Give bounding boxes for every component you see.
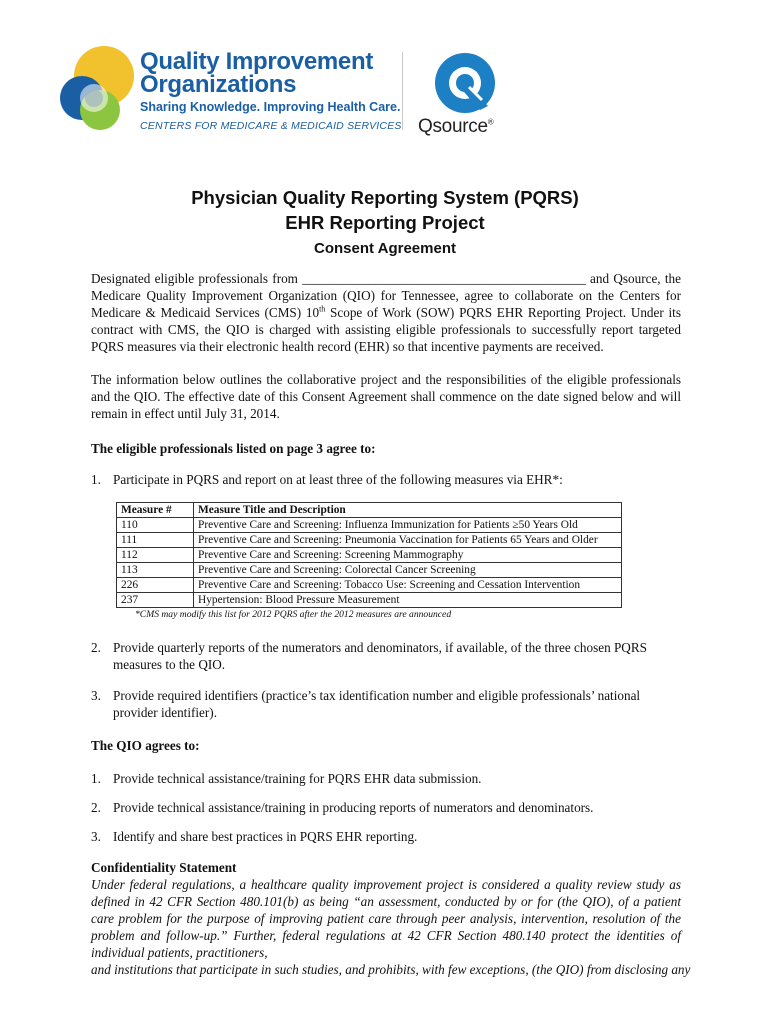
table-cell: Hypertension: Blood Pressure Measurement [194, 593, 622, 608]
intro-text-b: Scope of Work (SOW) PQRS EHR Reporting Project. Under its contract with CMS, the QIO is charged with assisting eligible professionals to successfully report targeted PQRS measures via their electronic health record (EHR) so that incentive payments are received. [91, 305, 681, 354]
letterhead [0, 0, 770, 150]
intro-text-a: Designated eligible professionals from ___________________________________________ and Qsource, the Medicare Quality Improvement Organization (QIO) for Tennessee, agree to collaborate on the Centers for Medicare & Medicaid Services (CMS) 10 [91, 271, 681, 320]
qio-wordmark [140, 50, 402, 132]
table-cell: 226 [117, 578, 194, 593]
list-text: Provide technical assistance/training in producing reports of numerators and denominators. [113, 800, 594, 815]
list-text: Provide quarterly reports of the numerators and denominators, if available, of the three chosen PQRS measures to the QIO. [113, 640, 647, 672]
registered-mark: ® [487, 117, 494, 127]
table-row [117, 578, 622, 593]
logo-divider [402, 52, 403, 130]
qio-title-line1: Quality Improvement [140, 48, 374, 75]
list-number: 2. [91, 640, 101, 655]
table-cell: 110 [117, 518, 194, 533]
list-text: Provide technical assistance/training for PQRS EHR data submission. [113, 771, 482, 786]
confidentiality-heading: Confidentiality Statement [91, 860, 237, 875]
table-cell: Preventive Care and Screening: Influenza Immunization for Patients ≥50 Years Old [194, 518, 622, 533]
ep-list-item [91, 471, 681, 488]
intro-superscript: th [319, 304, 326, 314]
table-cell: 112 [117, 548, 194, 563]
document-titles [0, 186, 770, 260]
qio-tagline: Sharing Knowledge. Improving Health Care. [140, 100, 401, 114]
table-row [117, 533, 622, 548]
table-row [117, 563, 622, 578]
list-number: 3. [91, 829, 101, 844]
qsource-wordmark [418, 116, 493, 138]
list-number: 3. [91, 688, 101, 703]
document-subheading: Consent Agreement [314, 240, 456, 257]
measures-table [116, 502, 622, 608]
table-cell: 237 [117, 593, 194, 608]
table-cell: Preventive Care and Screening: Pneumonia Vaccination for Patients 65 Years and Older [194, 533, 622, 548]
table-cell: Preventive Care and Screening: Screening Mammography [194, 548, 622, 563]
qio-agreement-heading: The QIO agrees to: [91, 738, 200, 753]
list-text: Identify and share best practices in PQRS EHR reporting. [113, 829, 418, 844]
list-number: 2. [91, 800, 101, 815]
table-cell: 113 [117, 563, 194, 578]
document-body [91, 270, 691, 978]
column-header: Measure Title and Description [194, 503, 622, 518]
qio-list-item [91, 799, 681, 816]
intro-paragraph [91, 270, 681, 355]
column-header: Measure # [117, 503, 194, 518]
table-cell: 111 [117, 533, 194, 548]
list-text: Participate in PQRS and report on at least three of the following measures via EHR*: [113, 472, 563, 487]
table-header-row [117, 503, 622, 518]
list-number: 1. [91, 771, 101, 786]
document-subtitle: EHR Reporting Project [285, 212, 485, 233]
confidentiality-text: Under federal regulations, a healthcare quality improvement project is considered a quality review study as defined in 42 CFR Section 480.101(b) as being “an assessment, conducted by or for (the QIO), of a patient care problem for the purpose of improving patient care through peer analysis, intervention, resolution of the problem and follow-up.” Further, federal regulations at 42 CFR Section 480.140 protect the identities of individual patients, practitioners, [91, 877, 681, 960]
table-row [117, 518, 622, 533]
qio-title-line2: Organizations [140, 71, 297, 98]
ep-list-item [91, 639, 681, 673]
qsource-logo-icon [422, 50, 508, 116]
list-text: Provide required identifiers (practice’s tax identification number and eligible professionals’ national provider identifier). [113, 688, 641, 720]
table-row [117, 548, 622, 563]
qio-logo-icon [56, 44, 140, 132]
qsource-name-text: Qsource [418, 116, 488, 137]
confidentiality-text-last-line: and institutions that participate in such studies, and prohibits, with few exceptions, (the QIO) from disclosing any [91, 962, 691, 977]
qio-list-item [91, 828, 681, 845]
list-number: 1. [91, 472, 101, 487]
table-footnote: *CMS may modify this list for 2012 PQRS after the 2012 measures are announced [135, 609, 452, 620]
table-cell: Preventive Care and Screening: Colorectal Cancer Screening [194, 563, 622, 578]
table-cell: Preventive Care and Screening: Tobacco Use: Screening and Cessation Intervention [194, 578, 622, 593]
document-title: Physician Quality Reporting System (PQRS) [191, 187, 579, 208]
qio-cms-line: CENTERS FOR MEDICARE & MEDICAID SERVICES [140, 120, 402, 132]
ep-agreement-heading: The eligible professionals listed on page 3 agree to: [91, 441, 376, 456]
qio-list-item [91, 770, 681, 787]
ep-list-item [91, 687, 681, 721]
table-row [117, 593, 622, 608]
overview-paragraph: The information below outlines the collaborative project and the responsibilities of the eligible professionals and the QIO. The effective date of this Consent Agreement shall commence on the date signed below and will remain in effect until July 31, 2014. [91, 372, 681, 421]
